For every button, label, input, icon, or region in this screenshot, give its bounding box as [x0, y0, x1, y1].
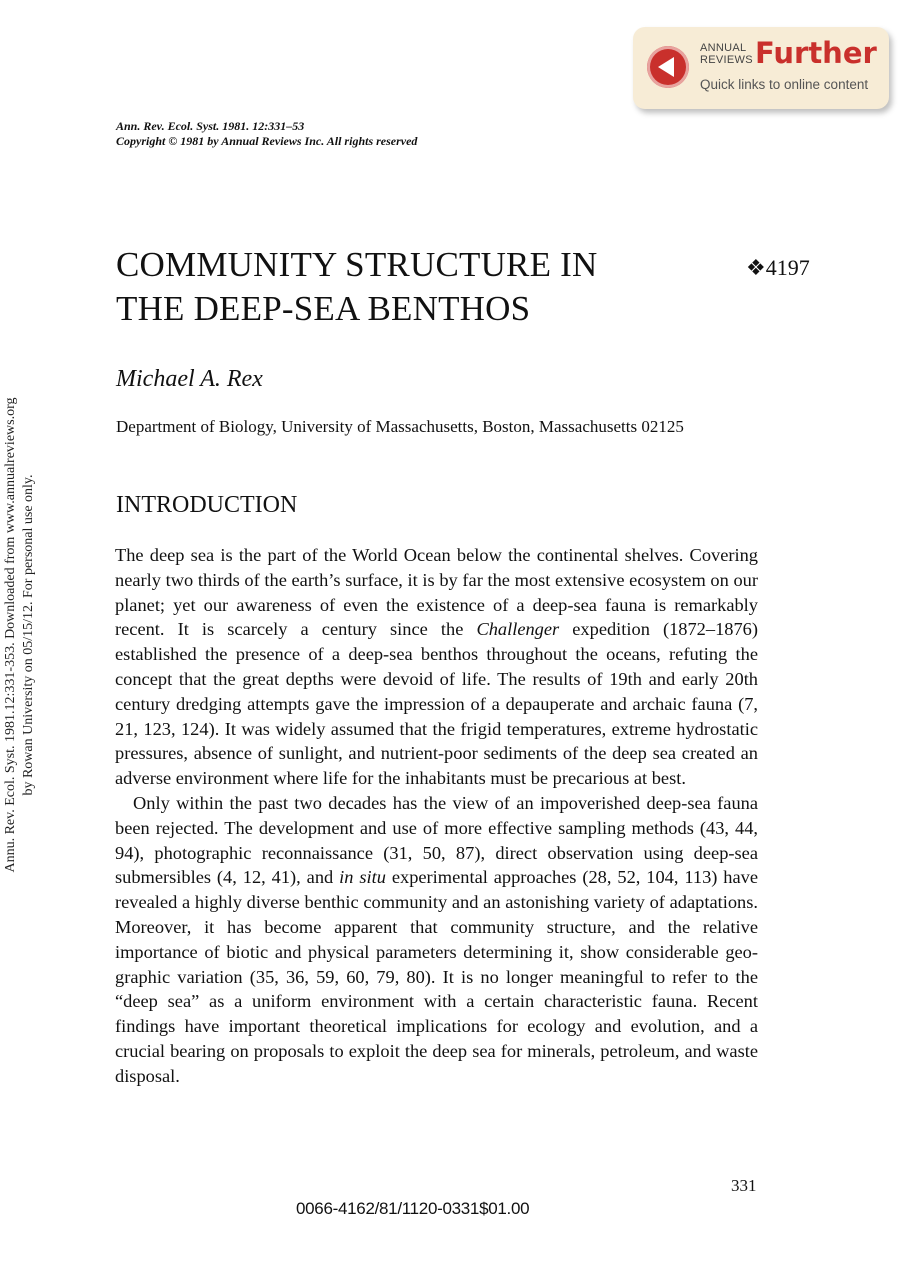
author-name: Michael A. Rex [116, 366, 263, 392]
badge-subtitle: Quick links to online content [700, 77, 869, 92]
further-badge-link[interactable] [633, 27, 889, 109]
author-affiliation: Department of Biology, University of Massachusetts, Boston, Massachusetts 02125 [116, 417, 684, 436]
article-title [116, 243, 597, 331]
watermark-line-2: by Rowan University on 05/15/12. For personal use only. [21, 474, 36, 796]
journal-citation [116, 119, 417, 149]
paragraph-1: The deep sea is the part of the World Ocean below the continental shelves. Covering nearly two thirds of the earth’s surface, it is by far the most extensive ecosystem on our planet; yet our awareness of even the existence of a deep-sea fauna is remarkably recent. It is scarcely a century since the Challenger expedition (1872–1876) established the presence of a deep-sea benthos throughout the oceans, refuting the concept that the great depths were devoid of life. The results of 19th and early 20th century dredging attempts gave the impression of a depauperate and archaic fauna (7, 21, 123, 124). It was widely assumed that the frigid temperatures, extreme hydrostatic pressures, absence of sunlight, and nutrient-poor sediments of the deep sea created an adverse environment where life for the inhabitants must be precarious at best. [115, 545, 758, 789]
title-line-1: COMMUNITY STRUCTURE IN [116, 245, 598, 284]
download-watermark [2, 350, 46, 920]
citation-line-1: Ann. Rev. Ecol. Syst. 1981. 12:331–53 [116, 119, 305, 133]
play-arrow-icon [647, 46, 689, 88]
further-badge-brand [700, 42, 753, 66]
paragraph-2: Only within the past two decades has the view of an impoverished deep-sea fauna been rejected. The development and use of more effective sampling methods (43, 44, 94), photographic reconnaissance (31, 50, 87), direct observation using deep-sea submersibles (4, 12, 41), and in situ experimental approaches (28, 52, 104, 113) have revealed a highly diverse benthic community and an astonishing variety of adaptations. Moreover, it has become apparent that community structure, and the relative importance of biotic and physical parameters determining it, show considerable geographic variation (35, 36, 59, 60, 79, 80). It is no longer meaningful to refer to the “deep sea” as a uniform environment with a certain characteristic fauna. Recent findings have important theoretical implications for ecology and evolution, and a crucial bearing on proposals to exploit the deep sea for minerals, petroleum, and waste disposal. [115, 792, 759, 1086]
article-code: ❖4197 [746, 255, 810, 280]
badge-further-word: Further [755, 36, 877, 70]
article-body [115, 543, 758, 1089]
footer-code: 0066-4162/81/1120-0331$01.00 [296, 1199, 530, 1218]
badge-reviews-text: REVIEWS [700, 54, 753, 66]
section-heading: INTRODUCTION [116, 492, 298, 518]
badge-annual-text: ANNUAL [700, 42, 747, 54]
citation-line-2: Copyright © 1981 by Annual Reviews Inc. All rights reserved [116, 134, 418, 148]
watermark-line-1: Annu. Rev. Ecol. Syst. 1981.12:331-353. Downloaded from www.annualreviews.org [3, 397, 18, 873]
page-number: 331 [731, 1176, 757, 1195]
title-line-2: THE DEEP-SEA BENTHOS [116, 289, 531, 328]
